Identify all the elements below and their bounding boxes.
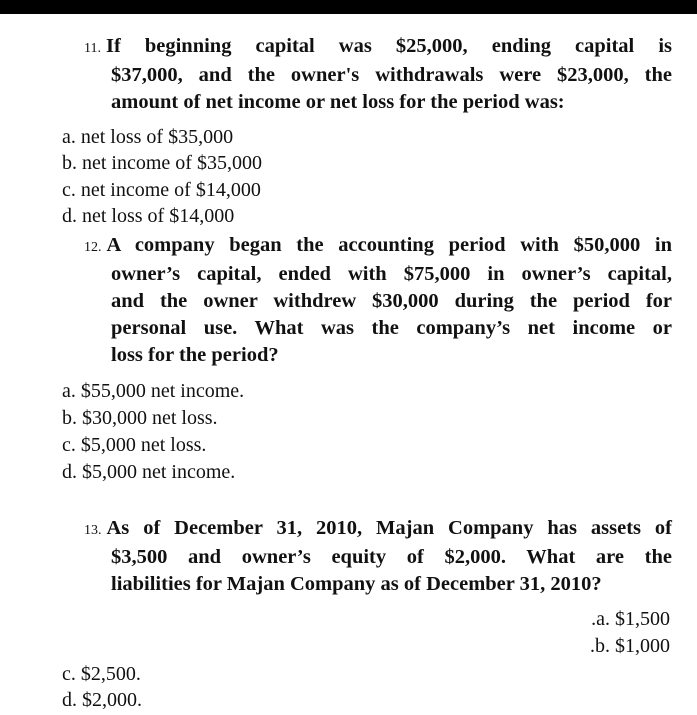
question-number: 11. [84,41,101,56]
answer-option-b: b. $30,000 net loss. [62,407,218,429]
answer-option-a: a. net loss of $35,000 [62,126,234,148]
answer-option-a: .a. $1,500 [591,608,670,630]
question-line: 12. A company began the accounting period with $50,000 in [84,234,672,256]
question-line: personal use. What was the company’s net income or [111,317,672,339]
answer-option-d: d. net loss of $14,000 [62,205,235,227]
question-line: amount of net income or net loss for the period was: [111,91,565,113]
answer-option-d: d. $5,000 net income. [62,461,236,483]
question-number: 12. [84,240,102,255]
question-line: $3,500 and owner’s equity of $2,000. What are the [111,546,672,568]
question-line: $37,000, and the owner's withdrawals were $23,000, the [111,64,672,86]
question-line: 13. As of December 31, 2010, Majan Company has assets of [84,517,672,539]
answer-option-b: .b. $1,000 [590,635,670,657]
answer-option-c: c. net income of $14,000 [62,179,261,201]
answer-option-b: b. net income of $35,000 [62,152,262,174]
question-12 [84,232,672,369]
answer-option-c: c. $2,500. [62,663,141,685]
question-line: 11. If beginning capital was $25,000, ending capital is [84,35,672,57]
question-line: liabilities for Majan Company as of December 31, 2010? [111,573,602,595]
answer-option-d: d. $2,000. [62,689,142,711]
question-line: loss for the period? [111,344,279,366]
question-line: owner’s capital, ended with $75,000 in owner’s capital, [111,263,672,285]
answer-option-c: c. $5,000 net loss. [62,434,207,456]
top-black-bar [0,0,697,14]
question-11 [84,33,672,116]
question-line: and the owner withdrew $30,000 during the period for [111,290,672,312]
question-13 [84,515,672,598]
answer-option-a: a. $55,000 net income. [62,380,245,402]
question-number: 13. [84,523,102,538]
